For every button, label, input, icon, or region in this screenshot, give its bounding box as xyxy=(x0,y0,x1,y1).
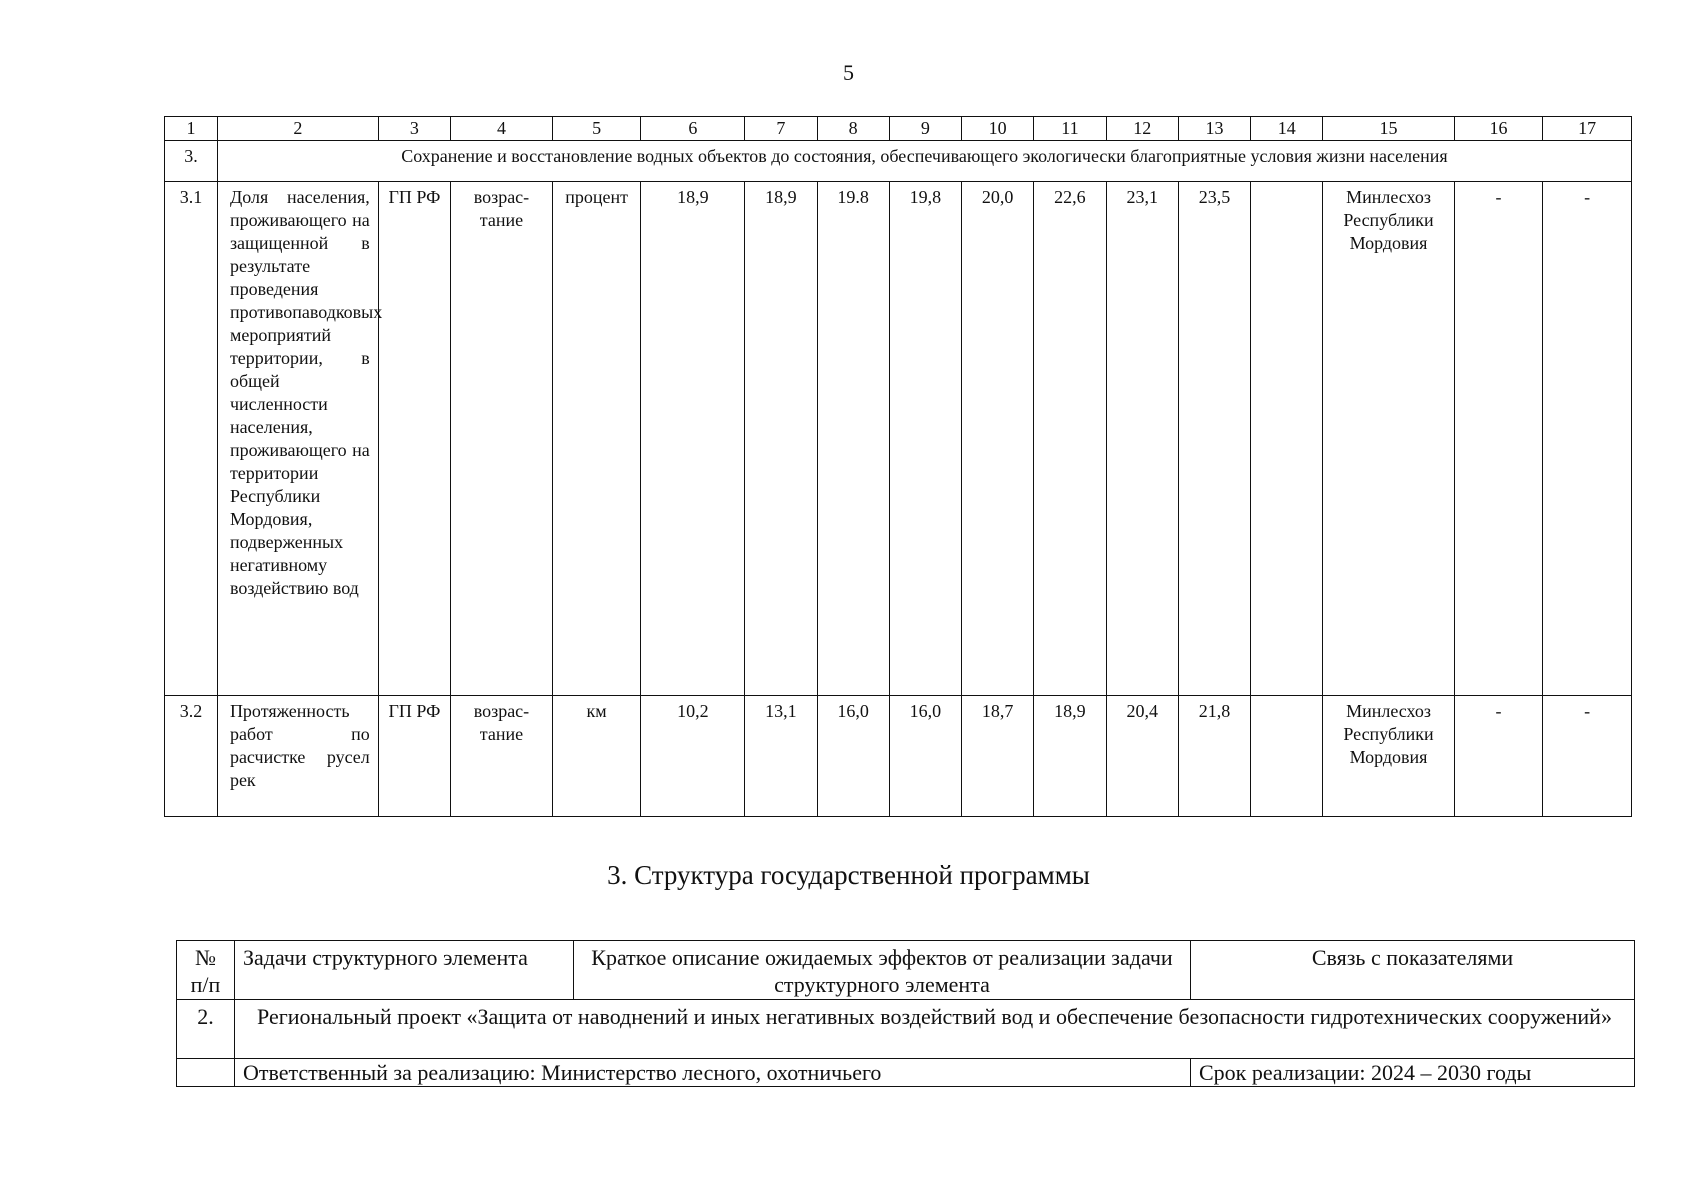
term-text: Срок реализации: 2024 – 2030 годы xyxy=(1191,1059,1635,1087)
indicators-table xyxy=(164,116,1632,817)
indicator-unit: км xyxy=(552,696,641,817)
header-tasks: Задачи структурного элемента xyxy=(235,941,574,1000)
empty-cell xyxy=(1251,696,1323,817)
indicator-value: 13,1 xyxy=(745,696,817,817)
column-number: 4 xyxy=(451,117,553,141)
column-number: 13 xyxy=(1178,117,1250,141)
column-number: 1 xyxy=(165,117,218,141)
dash-cell: - xyxy=(1543,182,1632,696)
dash-cell: - xyxy=(1454,182,1543,696)
responsible-agency: Минлесхоз Республики Мордовия xyxy=(1323,696,1454,817)
section-title: Сохранение и восстановление водных объектов до состояния, обеспечивающего экологически благоприятные условия жизни населения xyxy=(217,141,1631,182)
column-number: 17 xyxy=(1543,117,1632,141)
indicator-value: 16,0 xyxy=(889,696,961,817)
indicator-value: 10,2 xyxy=(641,696,745,817)
indicator-value: 18,9 xyxy=(641,182,745,696)
indicator-value: 20,0 xyxy=(962,182,1034,696)
indicator-value: 16,0 xyxy=(817,696,889,817)
indicator-value: 19.8 xyxy=(817,182,889,696)
indicator-value: 18,9 xyxy=(1034,696,1106,817)
column-number: 12 xyxy=(1106,117,1178,141)
column-number: 5 xyxy=(552,117,641,141)
column-number: 8 xyxy=(817,117,889,141)
responsible-text: Ответственный за реализацию: Министерство лесного, охотничьего xyxy=(235,1059,1191,1087)
table-row xyxy=(165,182,1632,696)
indicator-trend: возрас-тание xyxy=(451,696,553,817)
indicator-level: ГП РФ xyxy=(378,182,450,696)
row-number: 3.1 xyxy=(165,182,218,696)
header-effects: Краткое описание ожидаемых эффектов от реализации задачи структурного элемента xyxy=(574,941,1191,1000)
dash-cell: - xyxy=(1454,696,1543,817)
indicator-level: ГП РФ xyxy=(378,696,450,817)
row-number: 3.2 xyxy=(165,696,218,817)
indicator-value: 19,8 xyxy=(889,182,961,696)
indicator-value: 21,8 xyxy=(1178,696,1250,817)
indicator-value: 18,7 xyxy=(962,696,1034,817)
project-number: 2. xyxy=(177,1000,235,1059)
indicator-name: Протяженность работ по расчистке русел рек xyxy=(217,696,378,817)
section-number: 3. xyxy=(165,141,218,182)
column-number: 9 xyxy=(889,117,961,141)
column-number: 16 xyxy=(1454,117,1543,141)
column-number-row xyxy=(165,117,1632,141)
indicator-unit: процент xyxy=(552,182,641,696)
empty-cell xyxy=(177,1059,235,1087)
dash-cell: - xyxy=(1543,696,1632,817)
column-number: 10 xyxy=(962,117,1034,141)
project-title: Региональный проект «Защита от наводнений и иных негативных воздействий вод и обеспечение безопасности гидротехнических сооружений» xyxy=(235,1000,1635,1059)
indicator-value: 20,4 xyxy=(1106,696,1178,817)
column-number: 2 xyxy=(217,117,378,141)
indicator-value: 18,9 xyxy=(745,182,817,696)
empty-cell xyxy=(1251,182,1323,696)
header-num: № п/п xyxy=(177,941,235,1000)
column-number: 3 xyxy=(378,117,450,141)
project-row xyxy=(177,1000,1635,1059)
column-number: 14 xyxy=(1251,117,1323,141)
indicator-value: 22,6 xyxy=(1034,182,1106,696)
header-link: Связь с показателями xyxy=(1191,941,1635,1000)
header-row xyxy=(177,941,1635,1000)
column-number: 15 xyxy=(1323,117,1454,141)
page-number: 5 xyxy=(843,60,854,85)
column-number: 6 xyxy=(641,117,745,141)
indicator-value: 23,1 xyxy=(1106,182,1178,696)
indicator-name: Доля населения, проживающего на защищенной в результате проведения противопаводковых мероприятий территории, в общей численности населения, проживающего на территории Республики Мордовия, подверженных негативному воздействию вод xyxy=(217,182,378,696)
responsible-agency: Минлесхоз Республики Мордовия xyxy=(1323,182,1454,696)
column-number: 11 xyxy=(1034,117,1106,141)
indicator-value: 23,5 xyxy=(1178,182,1250,696)
indicator-trend: возрас-тание xyxy=(451,182,553,696)
section-heading: 3. Структура государственной программы xyxy=(607,860,1090,890)
table-row xyxy=(165,696,1632,817)
section-row xyxy=(165,141,1632,182)
column-number: 7 xyxy=(745,117,817,141)
structure-table xyxy=(176,940,1635,1087)
responsible-row xyxy=(177,1059,1635,1087)
